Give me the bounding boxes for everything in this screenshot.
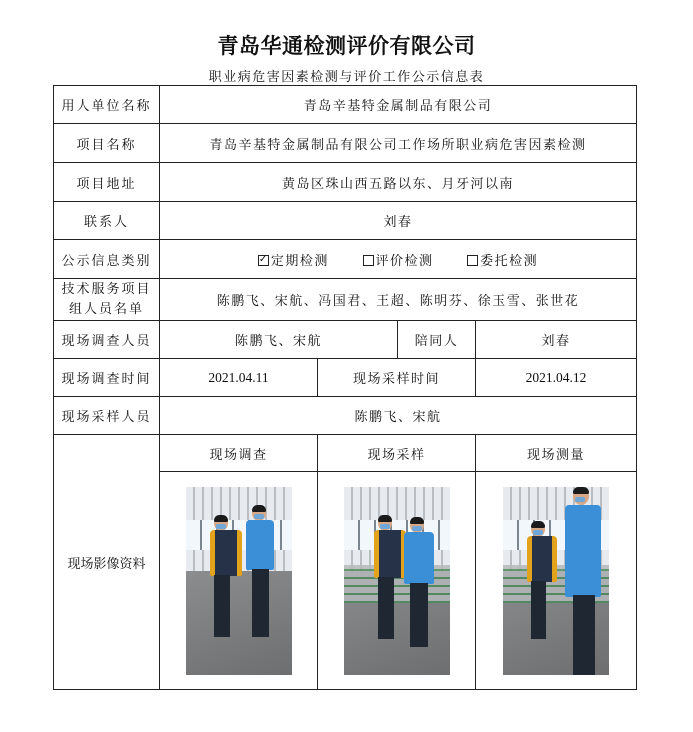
media-col-sampling: 现场采样 bbox=[318, 435, 476, 472]
survey-staff-value: 陈鹏飞、宋航 bbox=[160, 321, 398, 359]
survey-staff-label: 现场调查人员 bbox=[54, 321, 160, 359]
worker-legs bbox=[531, 581, 546, 639]
photo-sampling bbox=[344, 487, 450, 675]
row-team bbox=[54, 279, 637, 321]
form-title: 职业病危害因素检测与评价工作公示信息表 bbox=[208, 70, 485, 85]
worker-legs bbox=[378, 577, 394, 639]
row-disclosure-type bbox=[54, 240, 637, 279]
team-label-line1: 技术服务项目 bbox=[61, 281, 152, 297]
team-label-line2: 组人员名单 bbox=[68, 301, 144, 317]
disclosure-table bbox=[53, 85, 637, 690]
photo-measurement-cell bbox=[476, 472, 637, 690]
employer-label: 用人单位名称 bbox=[54, 86, 160, 124]
photo-floor bbox=[186, 571, 292, 674]
checkbox-empty-icon[interactable] bbox=[467, 255, 478, 266]
accompany-label: 陪同人 bbox=[398, 321, 476, 359]
worker-legs bbox=[214, 575, 230, 637]
row-project-address bbox=[54, 163, 637, 202]
photo-sampling-cell bbox=[318, 472, 476, 690]
inspector-hair bbox=[410, 517, 424, 524]
company-title: 青岛华通检测评价有限公司 bbox=[217, 33, 476, 58]
inspector-hair bbox=[252, 505, 266, 512]
media-col-measurement: 现场测量 bbox=[476, 435, 637, 472]
media-label: 现场影像资料 bbox=[54, 435, 160, 690]
worker-hair bbox=[378, 515, 392, 522]
row-media-headers bbox=[54, 435, 637, 472]
team-label bbox=[54, 279, 160, 321]
row-samplers bbox=[54, 397, 637, 435]
inspector-jacket bbox=[404, 532, 434, 584]
option-periodic[interactable] bbox=[258, 250, 329, 269]
photo-measurement bbox=[503, 487, 609, 675]
survey-time-label: 现场调查时间 bbox=[54, 359, 160, 397]
sampling-time-value: 2021.04.12 bbox=[476, 359, 637, 397]
option-periodic-label: 定期检测 bbox=[270, 253, 329, 269]
project-address-label: 项目地址 bbox=[54, 163, 160, 202]
inspector-jacket bbox=[565, 505, 601, 597]
worker-mask bbox=[533, 530, 543, 535]
sampling-time-label: 现场采样时间 bbox=[318, 359, 476, 397]
worker-hair bbox=[531, 521, 545, 528]
checkbox-checked-icon[interactable] bbox=[258, 255, 269, 266]
checkbox-empty-icon[interactable] bbox=[363, 255, 374, 266]
row-employer bbox=[54, 86, 637, 124]
contact-label: 联系人 bbox=[54, 202, 160, 240]
row-dates bbox=[54, 359, 637, 397]
option-evaluation[interactable] bbox=[363, 250, 434, 269]
worker-jacket bbox=[374, 530, 406, 578]
contact-value: 刘春 bbox=[160, 202, 637, 240]
project-name-value: 青岛辛基特金属制品有限公司工作场所职业病危害因素检测 bbox=[160, 124, 637, 163]
project-address-value: 黄岛区珠山西五路以东、月牙河以南 bbox=[160, 163, 637, 202]
samplers-label: 现场采样人员 bbox=[54, 397, 160, 435]
samplers-value: 陈鹏飞、宋航 bbox=[160, 397, 637, 435]
inspector-hair bbox=[573, 487, 589, 494]
worker-mask bbox=[380, 524, 390, 529]
worker-mask bbox=[216, 524, 226, 529]
team-value: 陈鹏飞、宋航、冯国君、王超、陈明芬、徐玉雪、张世花 bbox=[160, 279, 637, 321]
inspector-legs bbox=[573, 595, 595, 675]
option-commissioned[interactable] bbox=[467, 250, 538, 269]
disclosure-type-options bbox=[160, 240, 637, 279]
inspector-mask bbox=[575, 497, 585, 502]
inspector-mask bbox=[412, 526, 422, 531]
row-contact bbox=[54, 202, 637, 240]
photo-survey bbox=[186, 487, 292, 675]
inspector-jacket bbox=[246, 520, 274, 570]
inspector-legs bbox=[410, 583, 428, 647]
accompany-value: 刘春 bbox=[476, 321, 637, 359]
worker-jacket bbox=[210, 530, 242, 576]
worker-hair bbox=[214, 515, 228, 522]
worker-jacket bbox=[527, 536, 557, 582]
row-survey-staff bbox=[54, 321, 637, 359]
option-commissioned-label: 委托检测 bbox=[480, 253, 539, 269]
employer-value: 青岛辛基特金属制品有限公司 bbox=[160, 86, 637, 124]
inspector-legs bbox=[252, 569, 269, 637]
inspector-mask bbox=[254, 514, 264, 519]
option-evaluation-label: 评价检测 bbox=[375, 253, 434, 269]
row-project-name bbox=[54, 124, 637, 163]
project-name-label: 项目名称 bbox=[54, 124, 160, 163]
survey-time-value: 2021.04.11 bbox=[160, 359, 318, 397]
media-col-survey: 现场调查 bbox=[160, 435, 318, 472]
disclosure-type-label: 公示信息类别 bbox=[54, 240, 160, 279]
photo-survey-cell bbox=[160, 472, 318, 690]
